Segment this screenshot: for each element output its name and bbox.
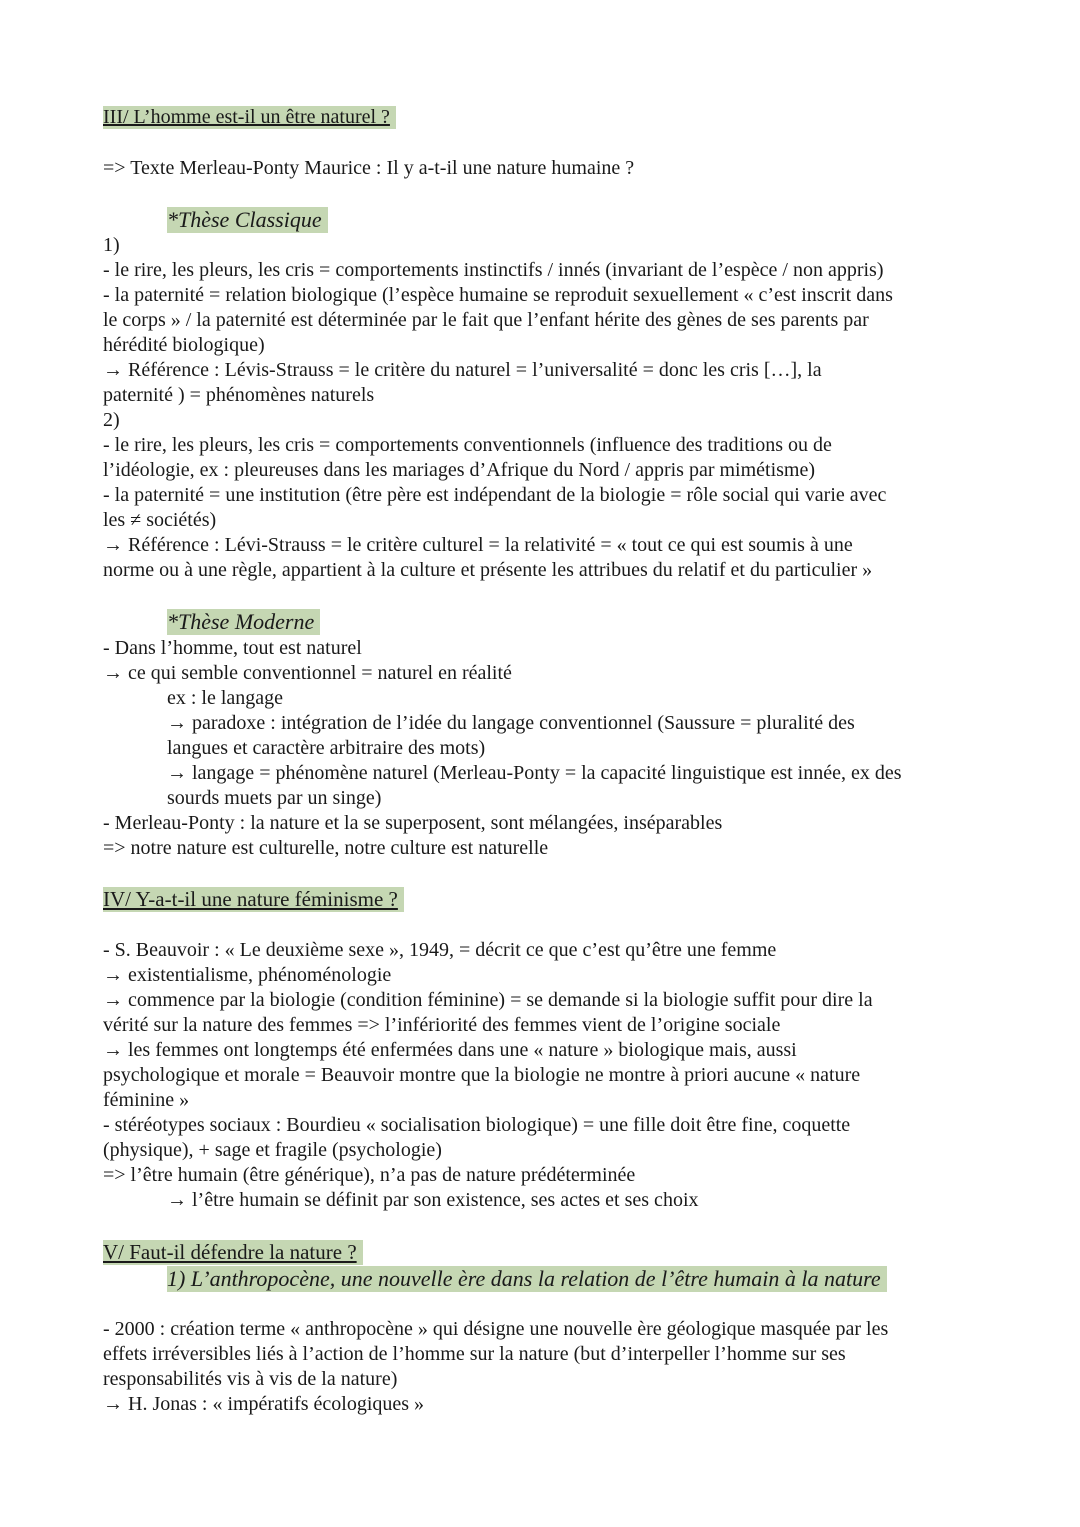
text-line: - la paternité = une institution (être père est indépendant de la biologie = rôle social qui varie avec xyxy=(103,484,887,506)
text-line: effets irréversibles liés à l’action de l’homme sur la nature (but d’interpeller l’homme sur ses xyxy=(103,1343,846,1365)
these-classique-title: *Thèse Classique xyxy=(167,207,328,232)
these-moderne-title: *Thèse Moderne xyxy=(167,609,320,634)
text-line: → paradoxe : intégration de l’idée du langage conventionnel (Saussure = pluralité des xyxy=(167,712,855,734)
section-5-subheading: 1) L’anthropocène, une nouvelle ère dans la relation de l’être humain à la nature xyxy=(167,1266,887,1291)
text-line: → commence par la biologie (condition féminine) = se demande si la biologie suffit pour dire la xyxy=(103,989,873,1011)
text-line: → Référence : Lévis-Strauss = le critère du naturel = l’universalité = donc les cris […], la xyxy=(103,359,822,381)
text-line: → Référence : Lévi-Strauss = le critère culturel = la relativité = « tout ce qui est soumis à une xyxy=(103,534,853,556)
text-line: - Merleau-Ponty : la nature et la se superposent, sont mélangées, inséparables xyxy=(103,812,723,834)
text-line: responsabilités vis à vis de la nature) xyxy=(103,1368,398,1390)
text-line: - le rire, les pleurs, les cris = comportements conventionnels (influence des traditions ou de xyxy=(103,434,832,456)
text-line: psychologique et morale = Beauvoir montre que la biologie ne montre à priori aucune « nature xyxy=(103,1064,861,1086)
text-line: féminine » xyxy=(103,1089,190,1111)
text-line: - S. Beauvoir : « Le deuxième sexe », 1949, = décrit ce que c’est qu’être une femme xyxy=(103,939,777,961)
text-line: vérité sur la nature des femmes => l’infériorité des femmes vient de l’origine sociale xyxy=(103,1014,781,1036)
text-line: le corps » / la paternité est déterminée par le fait que l’enfant hérite des gènes de ses parents par xyxy=(103,309,869,331)
text-line: → les femmes ont longtemps été enfermées dans une « nature » biologique mais, aussi xyxy=(103,1039,797,1061)
text-line: → langage = phénomène naturel (Merleau-Ponty = la capacité linguistique est innée, ex des xyxy=(167,762,902,784)
text-line: ex : le langage xyxy=(167,687,284,709)
text-line: - Dans l’homme, tout est naturel xyxy=(103,637,362,659)
text-line: 1) xyxy=(103,234,120,256)
text-line: norme ou à une règle, appartient à la culture et présente les attribues du relatif et du particulier » xyxy=(103,559,873,581)
text-line: paternité ) = phénomènes naturels xyxy=(103,384,375,406)
section-5-heading: V/ Faut-il défendre la nature ? xyxy=(103,1240,363,1265)
text-line: => l’être humain (être générique), n’a pas de nature prédéterminée xyxy=(103,1164,636,1186)
text-line: les ≠ sociétés) xyxy=(103,509,217,531)
text-line: - 2000 : création terme « anthropocène » qui désigne une nouvelle ère géologique masquée par les xyxy=(103,1318,889,1340)
section-3-intro: => Texte Merleau-Ponty Maurice : Il y a-t-il une nature humaine ? xyxy=(103,157,635,179)
text-line: → existentialisme, phénoménologie xyxy=(103,964,392,986)
text-line: → H. Jonas : « impératifs écologiques » xyxy=(103,1393,425,1415)
text-line: → ce qui semble conventionnel = naturel en réalité xyxy=(103,662,512,684)
text-line: - le rire, les pleurs, les cris = comportements instinctifs / innés (invariant de l’espèce / non appris) xyxy=(103,259,884,281)
section-4-heading: IV/ Y-a-t-il une nature féminisme ? xyxy=(103,887,404,912)
text-line: => notre nature est culturelle, notre culture est naturelle xyxy=(103,837,549,859)
text-line: - stéréotypes sociaux : Bourdieu « socialisation biologique) = une fille doit être fine, coquette xyxy=(103,1114,851,1136)
text-line: hérédité biologique) xyxy=(103,334,265,356)
section-3-heading: III/ L’homme est-il un être naturel ? xyxy=(103,105,396,130)
text-line: 2) xyxy=(103,409,120,431)
text-line: → l’être humain se définit par son existence, ses actes et ses choix xyxy=(167,1189,699,1211)
text-line: - la paternité = relation biologique (l’espèce humaine se reproduit sexuellement « c’est inscrit dans xyxy=(103,284,893,306)
text-line: (physique), + sage et fragile (psychologie) xyxy=(103,1139,442,1161)
text-line: l’idéologie, ex : pleureuses dans les mariages d’Afrique du Nord / appris par mimétisme) xyxy=(103,459,816,481)
text-line: sourds muets par un singe) xyxy=(167,787,382,809)
text-line: langues et caractère arbitraire des mots) xyxy=(167,737,486,759)
